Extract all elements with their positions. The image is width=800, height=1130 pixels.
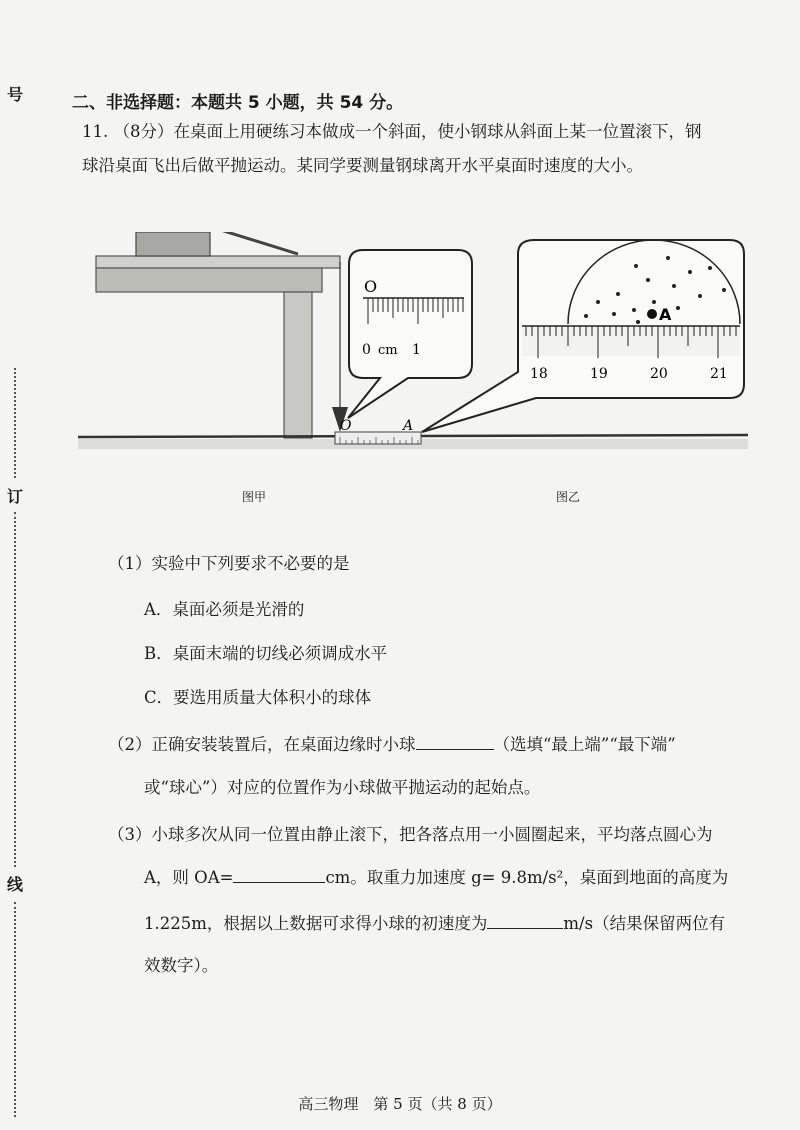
- table: [96, 256, 340, 438]
- question-11-line-1: [82, 118, 702, 142]
- option-c: C．要选用质量大体积小的球体: [144, 688, 372, 707]
- inset-2-ruler: [522, 326, 740, 356]
- margin-char-low: 线: [7, 875, 24, 894]
- part-3-text-c: 1.225m，根据以上数据可求得小球的初速度为: [144, 914, 488, 933]
- experiment-figure: [78, 232, 758, 522]
- part-2-line-1: [108, 731, 676, 755]
- part-2-line-2: 或“球心”）对应的位置作为小球做平抛运动的起始点。: [144, 778, 541, 797]
- inset-2-tick-21: 21: [710, 366, 728, 382]
- part-3-text-a: A，则 OA=: [144, 868, 234, 887]
- inset-2-tick-20: 20: [650, 366, 668, 382]
- margin-char-mid: 订: [7, 487, 24, 506]
- answer-blank-velocity[interactable]: [487, 914, 563, 929]
- inset-1-tick-1: 1: [412, 342, 421, 358]
- part-3-line-1: （3）小球多次从同一位置由静止滚下，把各落点用一小圆圈起来，平均落点圆心为: [108, 825, 713, 844]
- question-number: 11.: [82, 122, 109, 141]
- inset-1-zoom-O: [348, 250, 472, 418]
- page-footer: 高三物理 第 5 页（共 8 页）: [298, 1095, 502, 1113]
- question-stem: 在桌面上用硬练习本做成一个斜面，使小钢球从斜面上某一位置滚下，钢: [173, 122, 702, 141]
- margin-char-top: 号: [7, 85, 24, 104]
- part-2-text: （2）正确安装装置后，在桌面边缘时小球: [108, 735, 416, 754]
- part-3-line-3: [144, 910, 725, 934]
- inset-1-label-O: O: [364, 277, 378, 296]
- inset-1-unit: cm: [378, 343, 398, 358]
- label-O-small: O: [340, 418, 352, 434]
- option-a: A．桌面必须是光滑的: [144, 600, 305, 619]
- question-11-line-2: 球沿桌面飞出后做平抛运动。某同学要测量钢球离开水平桌面时速度的大小。: [82, 156, 643, 175]
- inset-1-tick-0: 0: [362, 342, 371, 358]
- part-3-line-2: [144, 864, 728, 888]
- question-score: （8分）: [113, 122, 174, 141]
- part-3-text-d: m/s（结果保留两位有: [563, 914, 726, 933]
- label-A-small: A: [403, 418, 414, 434]
- part-1-question: （1）实验中下列要求不必要的是: [108, 554, 350, 573]
- part-3-text-b: cm。取重力加速度 g= 9.8m/s²，桌面到地面的高度为: [325, 868, 729, 887]
- binding-dotted-line: [14, 902, 16, 1117]
- figure-drawing: [78, 232, 758, 522]
- part-3-line-4: 效数字）。: [144, 956, 219, 975]
- answer-blank-2[interactable]: [416, 735, 494, 750]
- inset-2-tick-19: 19: [590, 366, 608, 382]
- binding-dotted-line: [14, 368, 16, 478]
- option-b: B．桌面末端的切线必须调成水平: [144, 644, 388, 663]
- section-title: 二、非选择题：本题共 5 小题，共 54 分。: [72, 93, 404, 113]
- inset-2-tick-18: 18: [530, 366, 548, 382]
- book: [136, 232, 210, 256]
- caption-figure-right: 图乙: [556, 490, 581, 504]
- average-point-A: [647, 309, 657, 319]
- inset-2-label-A: A: [659, 305, 672, 324]
- part-2-options: （选填“最上端”“最下端”: [493, 735, 676, 754]
- answer-blank-oa[interactable]: [233, 868, 325, 883]
- caption-figure-left: 图甲: [242, 490, 267, 504]
- binding-dotted-line: [14, 512, 16, 867]
